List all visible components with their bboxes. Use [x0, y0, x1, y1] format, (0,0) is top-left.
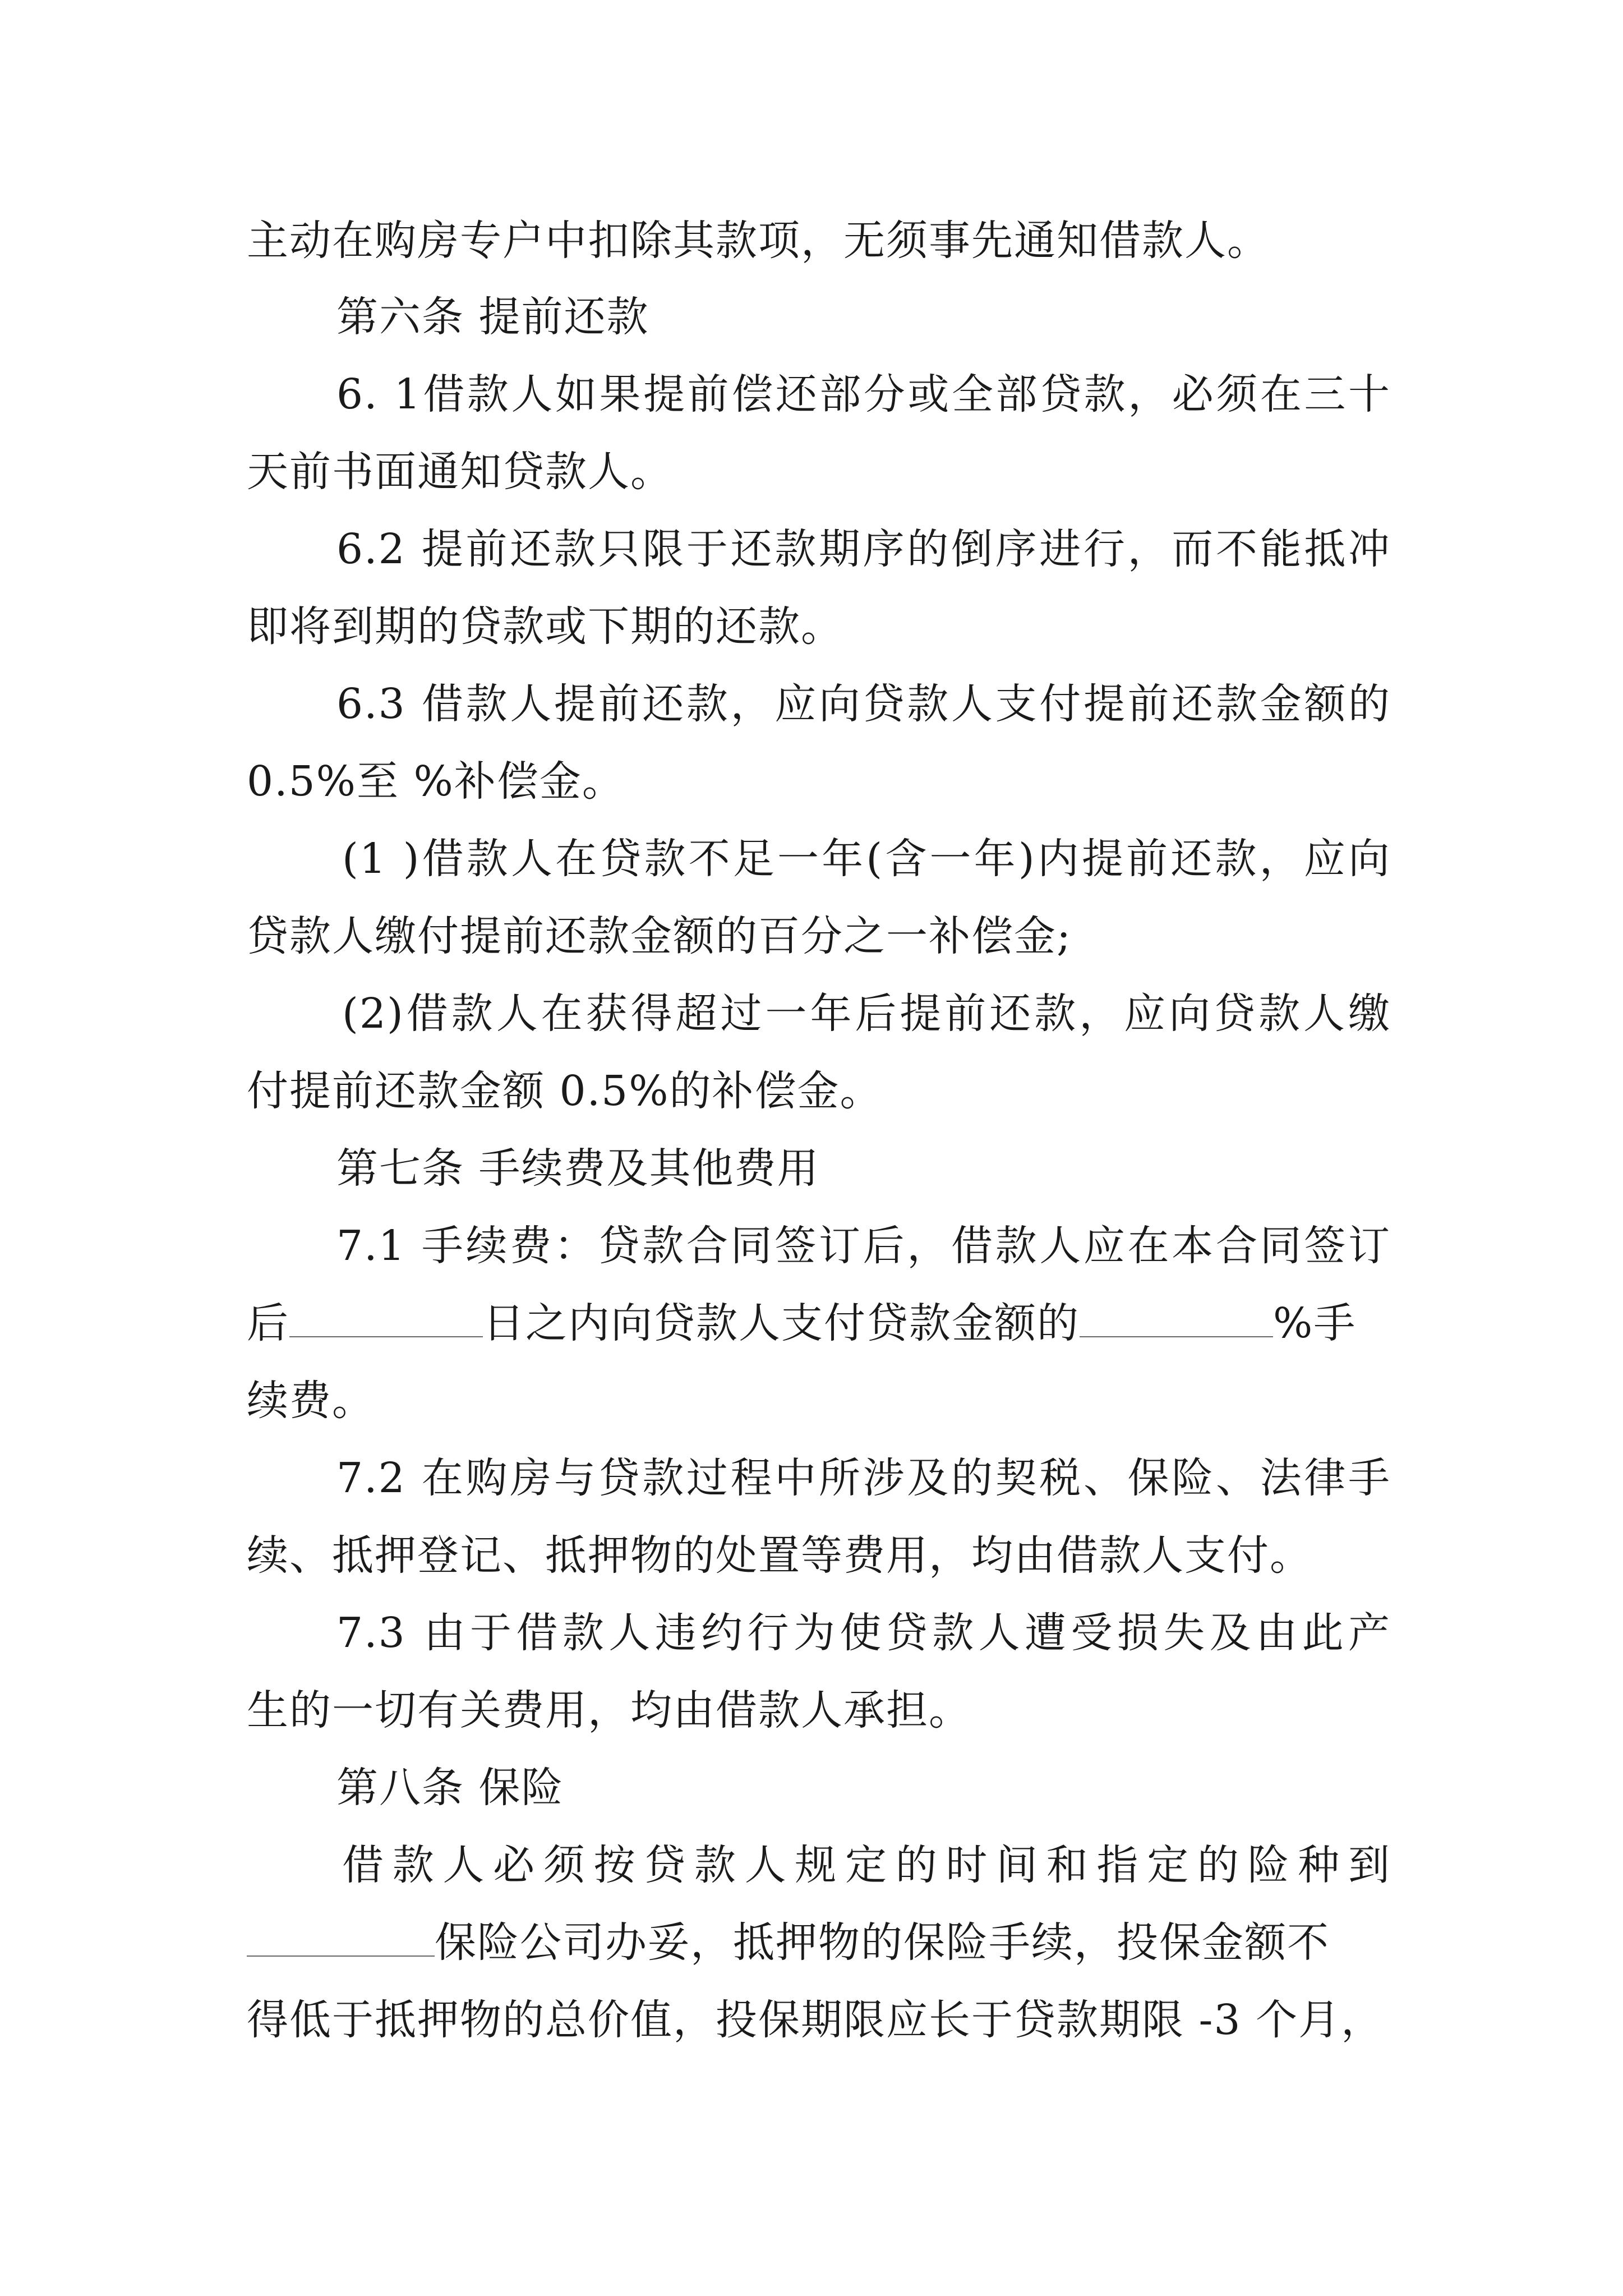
paragraph-line-with-blank — [247, 1918, 1391, 1967]
paragraph-line: 借款人必须按贷款人规定的时间和指定的险种到 — [342, 1841, 1391, 1889]
section-heading: 第六条 提前还款 — [336, 293, 649, 341]
paragraph-line: 即将到期的贷款或下期的还款。 — [247, 602, 843, 651]
section-heading: 第七条 手续费及其他费用 — [336, 1144, 820, 1193]
fill-in-blank — [247, 1922, 435, 1957]
paragraph-line: 生的一切有关费用，均由借款人承担。 — [247, 1686, 971, 1734]
paragraph-line: 6.2 提前还款只限于还款期序的倒序进行，而不能抵冲 — [336, 525, 1391, 573]
fill-in-blank — [1080, 1303, 1273, 1337]
text-fragment: 后 — [247, 1299, 289, 1347]
paragraph-line: 6. 1借款人如果提前偿还部分或全部贷款，必须在三十 — [336, 370, 1391, 418]
paragraph-line: 付提前还款金额 0.5%的补偿金。 — [247, 1067, 883, 1115]
fill-in-blank — [289, 1303, 483, 1337]
paragraph-line: 6.3 借款人提前还款，应向贷款人支付提前还款金额的 — [336, 680, 1391, 728]
paragraph-line: (1 )借款人在贷款不足一年(含一年)内提前还款，应向 — [342, 835, 1391, 883]
paragraph-line: 主动在购房专户中扣除其款项，无须事先通知借款人。 — [247, 217, 1270, 265]
paragraph-line: 7.2 在购房与贷款过程中所涉及的契税、保险、法律手 — [336, 1454, 1391, 1502]
paragraph-line: 得低于抵押物的总价值，投保期限应长于贷款期限 -3 个月， — [247, 1996, 1384, 2044]
paragraph-line: 7.3 由于借款人违约行为使贷款人遭受损失及由此产 — [336, 1609, 1391, 1657]
paragraph-line: 0.5%至 %补偿金。 — [247, 757, 625, 806]
text-fragment: 日之内向贷款人支付贷款金额的 — [483, 1299, 1080, 1347]
paragraph-line: 7.1 手续费：贷款合同签订后，借款人应在本合同签订 — [336, 1222, 1391, 1270]
paragraph-line-with-blanks — [247, 1299, 1391, 1347]
paragraph-line: 天前书面通知贷款人。 — [247, 448, 673, 496]
paragraph-line: 续费。 — [247, 1377, 375, 1425]
section-heading: 第八条 保险 — [336, 1764, 564, 1812]
text-fragment: 保险公司办妥，抵押物的保险手续，投保金额不 — [435, 1918, 1330, 1967]
text-fragment: %手 — [1273, 1299, 1357, 1347]
paragraph-line: 贷款人缴付提前还款金额的百分之一补偿金; — [247, 912, 1072, 960]
paragraph-line: 续、抵押登记、抵押物的处置等费用，均由借款人支付。 — [247, 1531, 1312, 1580]
paragraph-line: (2)借款人在获得超过一年后提前还款，应向贷款人缴 — [342, 990, 1391, 1038]
